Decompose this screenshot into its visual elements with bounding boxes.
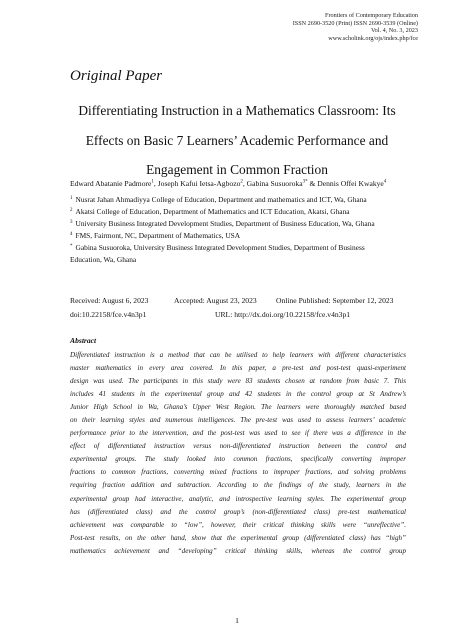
abstract-line: on their learning styles and numerous intelligences. The pre-test was used to assess learners’ academic <box>70 416 406 425</box>
affiliation-number: 3 <box>70 219 73 225</box>
doi-row <box>70 308 406 322</box>
affiliation-text: Gabina Susuoroka, University Business Integrated Development Studies, Department of Business <box>75 243 365 252</box>
author-mark: 4 <box>383 179 387 185</box>
abstract-line: mathematics achievement and “developing” critical thinking skills, whereas the control group <box>70 546 406 555</box>
journal-volume: Vol. 4, No. 3, 2023 <box>371 27 418 35</box>
abstract-line: experimental group had interactive, analytic, and introspective learning styles. The experimental group <box>70 494 406 503</box>
author-separator: , <box>242 179 247 188</box>
title-line: Differentiating Instruction in a Mathematics Classroom: Its <box>78 103 396 118</box>
author-name: Edward Abatanie Padmore <box>70 179 152 188</box>
author-name: Joseph Kafui Ietsa-Agbozo <box>157 179 241 188</box>
page-number: 1 <box>235 616 239 625</box>
affiliation-text: Education, Wa, Ghana <box>70 255 137 264</box>
publication-dates <box>70 294 406 322</box>
title-line: Engagement in Common Fraction <box>146 162 328 177</box>
abstract-line: Post-test results, on the other hand, show that the experimental group (differentiated class) has “high” <box>70 533 406 542</box>
journal-name: Frontiers of Contemporary Education <box>325 12 418 19</box>
accepted-date: Accepted: August 23, 2023 <box>174 296 257 305</box>
abstract-line: master mathematics in every area covered. In this paper, a pre-test and post-test quasi-experiment <box>70 364 406 373</box>
abstract-line: achievement was comparable to “low”, however, their critical thinking skills were “unreflective”. <box>70 520 406 529</box>
doi-text: doi:10.22158/fce.v4n3p1 <box>70 310 147 319</box>
abstract-heading: Abstract <box>70 336 97 345</box>
doi-url-link[interactable]: URL: http://dx.doi.org/10.22158/fce.v4n3p1 <box>215 310 351 319</box>
affiliation-list <box>70 194 406 266</box>
author-mark: 2 <box>240 179 243 185</box>
journal-header <box>293 12 418 42</box>
author-mark: 1 <box>151 179 154 185</box>
author-separator: , <box>153 179 158 188</box>
abstract-line: Differentiated instruction is a method that can be utilised to help learners with different characteristics <box>70 351 406 359</box>
abstract-line: experimental groups. The study looked into common fractions, specifically converting improper <box>70 455 406 464</box>
affiliation <box>70 230 406 242</box>
author-name: Gabina Susuoroka <box>246 179 303 188</box>
affiliation <box>70 194 406 206</box>
published-date: Online Published: September 12, 2023 <box>276 296 394 305</box>
abstract-body <box>70 349 406 558</box>
abstract-line: requiring fraction addition and subtraction. According to the findings of the study, learners in the <box>70 481 406 490</box>
received-date: Received: August 6, 2023 <box>70 296 149 305</box>
affiliation-number: 1 <box>70 195 73 201</box>
journal-issn: ISSN 2690-3520 (Print) ISSN 2690-3539 (Online) <box>292 19 418 27</box>
journal-url[interactable]: www.scholink.org/ojs/index.php/fce <box>328 34 418 42</box>
abstract-line: performance prior to the intervention, and the post-test was used to see if there was a difference in the <box>70 429 406 438</box>
abstract-line: Junior High School in Wa, Ghana’s Upper West Region. The learners were thoroughly matched based <box>70 403 406 412</box>
author-list <box>70 179 410 188</box>
affiliation <box>70 218 406 230</box>
affiliation <box>70 206 406 218</box>
dates-row <box>70 294 406 308</box>
abstract-line: includes 41 students in the experimental group and 42 students in the control group at St Andrew’s <box>70 390 406 399</box>
abstract-line: has (differentiated class) and the control group’s (non-differentiated class) pre-test mathematical <box>70 507 406 516</box>
author-name: Dennis Offei Kwakye <box>317 179 384 188</box>
title-line: Effects on Basic 7 Learners’ Academic Performance and <box>85 132 389 148</box>
abstract-line: design was used. The participants in this study were 83 students chosen at random from basic 7. This <box>70 377 406 386</box>
abstract-line: effect of differentiated instruction versus non-differentiated instruction between the control and <box>70 442 406 451</box>
author-separator: & <box>307 179 318 188</box>
abstract-line: fractions to common fractions, converting mixed fractions to improper fractions, and solving problems <box>70 468 406 477</box>
affiliation-text: FMS, Fairmont, NC, Department of Mathematics, USA <box>75 231 241 240</box>
affiliation-number: 2 <box>70 207 73 213</box>
paper-title <box>60 96 414 185</box>
affiliation-corresponding <box>70 242 406 254</box>
affiliation-text: Akatsi College of Education, Department of Mathematics and ICT Education, Akatsi, Ghana <box>75 207 350 216</box>
affiliation-continued <box>70 254 406 266</box>
affiliation-number: * <box>70 243 73 249</box>
author-mark: 3* <box>302 179 308 185</box>
affiliation-text: University Business Integrated Development Studies, Department of Business Education, Wa, Ghana <box>75 219 375 228</box>
affiliation-number: 4 <box>70 231 73 237</box>
section-label: Original Paper <box>70 68 163 84</box>
affiliation-text: Nusrat Jahan Ahmadiyya College of Education, Department and mathematics and ICT, Wa, Ghana <box>75 195 367 204</box>
